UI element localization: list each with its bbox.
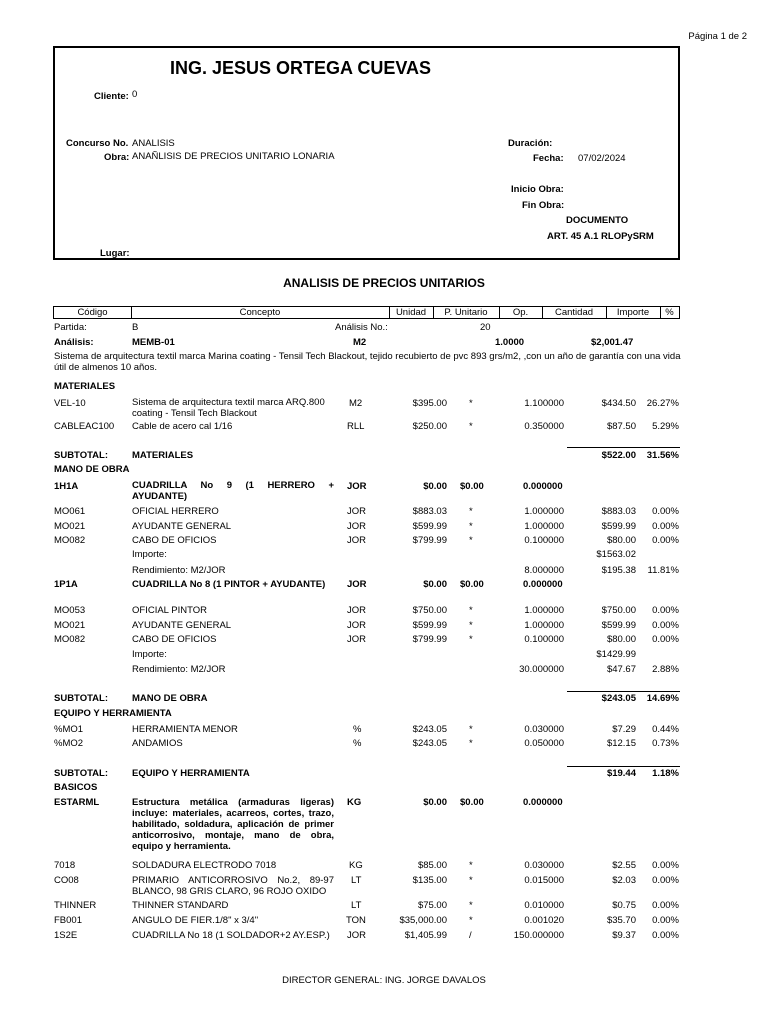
obra-value: ANAÑLISIS DE PRECIOS UNITARIO LONARIA	[132, 151, 335, 162]
col-unidad: Unidad	[389, 307, 434, 318]
row-qty: 1.000000	[524, 521, 564, 532]
analisis-amount: $2,001.47	[591, 337, 634, 348]
row-code: 7018	[54, 860, 76, 871]
row-unit: %	[353, 724, 362, 735]
row-code: CABLEAC100	[54, 421, 115, 432]
row-price: $0.00	[423, 579, 447, 590]
col-cantidad: Cantidad	[542, 307, 607, 318]
row-op: *	[469, 521, 473, 532]
subtotal-rule	[567, 691, 680, 692]
row-concept: AYUDANTE GENERAL	[132, 521, 232, 532]
row-qty: 1.100000	[524, 398, 564, 409]
rendimiento-pct: 2.88%	[652, 664, 679, 675]
subtotal-amount: $19.44	[606, 768, 636, 779]
row-qty: 0.000000	[523, 797, 563, 808]
row-code: THINNER	[54, 900, 97, 911]
row-qty: 0.050000	[524, 738, 564, 749]
row-concept: CUADRILLA No 18 (1 SOLDADOR+2 AY.ESP.)	[132, 930, 330, 941]
row-code: ESTARML	[54, 797, 100, 808]
row-pct: 0.00%	[652, 634, 679, 645]
row-price: $599.99	[412, 620, 447, 631]
row-unit: LT	[351, 875, 362, 886]
rendimiento-label: Rendimiento: M2/JOR	[132, 664, 226, 675]
col-op: Op.	[499, 307, 543, 318]
subtotal-amount: $522.00	[601, 450, 636, 461]
row-op: *	[469, 535, 473, 546]
row-qty: 0.030000	[524, 860, 564, 871]
subtotal-name: EQUIPO Y HERRAMIENTA	[132, 768, 250, 779]
column-header-row	[53, 306, 680, 319]
row-unit: JOR	[347, 620, 366, 631]
row-price: $250.00	[412, 421, 447, 432]
fecha-label: Fecha:	[533, 153, 564, 164]
page-number: Página 1 de 2	[688, 31, 747, 42]
concurso-value: ANALISIS	[132, 138, 175, 149]
subtotal-label: SUBTOTAL:	[54, 693, 109, 704]
row-pct: 0.00%	[652, 900, 679, 911]
importe-value: $1429.99	[596, 649, 636, 660]
row-amount: $599.99	[601, 620, 636, 631]
row-op: *	[469, 421, 473, 432]
row-concept: HERRAMIENTA MENOR	[132, 724, 238, 735]
row-price: $750.00	[412, 605, 447, 616]
row-op: $0.00	[460, 481, 484, 492]
analisis-code: MEMB-01	[132, 337, 175, 348]
row-price: $395.00	[412, 398, 447, 409]
row-pct: 0.00%	[652, 860, 679, 871]
row-pct: 5.29%	[652, 421, 679, 432]
row-code: MO082	[54, 535, 86, 546]
row-code: VEL-10	[54, 398, 86, 409]
row-code: 1S2E	[54, 930, 78, 941]
row-pct: 0.00%	[652, 521, 679, 532]
row-unit: JOR	[347, 634, 366, 645]
fecha-value: 07/02/2024	[578, 153, 626, 164]
section-heading-equipo: EQUIPO Y HERRAMIENTA	[54, 708, 172, 719]
row-concept: CABO DE OFICIOS	[132, 634, 217, 645]
row-price: $799.99	[412, 634, 447, 645]
row-amount: $883.03	[601, 506, 636, 517]
row-amount: $599.99	[601, 521, 636, 532]
cliente-value: 0	[132, 89, 138, 100]
rendimiento-amount: $47.67	[606, 664, 636, 675]
subtotal-name: MANO DE OBRA	[132, 693, 208, 704]
row-pct: 26.27%	[646, 398, 679, 409]
row-price: $85.00	[417, 860, 447, 871]
row-qty: 1.000000	[524, 506, 564, 517]
row-pct: 0.00%	[652, 535, 679, 546]
section-heading-mano-obra: MANO DE OBRA	[54, 464, 130, 475]
row-pct: 0.00%	[652, 875, 679, 886]
row-amount: $750.00	[601, 605, 636, 616]
row-qty: 0.015000	[524, 875, 564, 886]
row-concept: Estructura metálica (armaduras ligeras) incluye: materiales, acarreos, cortes, trazo, habilitado, soldadura, aplicación de primer anticorrosivo, montaje, mano de obra, equipo y herramienta.	[132, 797, 334, 852]
row-pct: 0.00%	[652, 605, 679, 616]
row-op: *	[469, 900, 473, 911]
analisis-no-value: 20	[480, 322, 491, 333]
document-title: ANALISIS DE PRECIOS UNITARIOS	[283, 276, 485, 290]
row-op: *	[469, 398, 473, 409]
subtotal-rule	[567, 766, 680, 767]
row-concept: Sistema de arquitectura textil marca ARQ.800 coating - Tensil Tech Blackout	[132, 397, 325, 419]
row-unit: LT	[351, 900, 362, 911]
analisis-unit: M2	[353, 337, 367, 348]
row-pct: 0.00%	[652, 930, 679, 941]
row-code: MO021	[54, 620, 86, 631]
rendimiento-label: Rendimiento: M2/JOR	[132, 565, 226, 576]
row-code: FB001	[54, 915, 82, 926]
row-op: $0.00	[460, 579, 484, 590]
subtotal-pct: 31.56%	[646, 450, 679, 461]
row-unit: RLL	[347, 421, 365, 432]
fin-obra-label: Fin Obra:	[522, 200, 565, 211]
row-amount: $7.29	[612, 724, 636, 735]
row-op: *	[469, 605, 473, 616]
row-op: *	[469, 875, 473, 886]
row-qty: 0.010000	[524, 900, 564, 911]
importe-label: Importe:	[132, 649, 167, 660]
row-code: 1P1A	[54, 579, 78, 590]
company-name: ING. JESUS ORTEGA CUEVAS	[170, 58, 432, 78]
row-concept: OFICIAL HERRERO	[132, 506, 219, 517]
row-unit: JOR	[347, 579, 367, 590]
row-concept: Cable de acero cal 1/16	[132, 421, 233, 432]
row-op: *	[469, 915, 473, 926]
row-concept: SOLDADURA ELECTRODO 7018	[132, 860, 277, 871]
analisis-description: Sistema de arquitectura textil marca Marina coating - Tensil Tech Blackout, tejido recubierto de pvc 893 grs/m2, ,con un año de garantía con una vida útil de almenos 10 años.	[54, 351, 681, 373]
row-unit: %	[353, 738, 362, 749]
row-qty: 1.000000	[524, 620, 564, 631]
row-qty: 0.100000	[524, 634, 564, 645]
row-price: $35,000.00	[399, 915, 447, 926]
section-heading-basicos: BASICOS	[54, 782, 98, 793]
importe-label: Importe:	[132, 549, 167, 560]
row-qty: 0.100000	[524, 535, 564, 546]
rendimiento-qty: 30.000000	[519, 664, 564, 675]
row-price: $243.05	[412, 738, 447, 749]
row-code: %MO2	[54, 738, 84, 749]
row-amount: $9.37	[612, 930, 636, 941]
row-code: CO08	[54, 875, 79, 886]
subtotal-rule	[567, 447, 680, 448]
row-unit: M2	[349, 398, 363, 409]
row-op: *	[469, 738, 473, 749]
row-unit: JOR	[347, 521, 366, 532]
row-code: %MO1	[54, 724, 84, 735]
row-op: *	[469, 860, 473, 871]
col-pct: %	[665, 307, 674, 318]
row-concept: CABO DE OFICIOS	[132, 535, 217, 546]
row-amount: $2.03	[612, 875, 636, 886]
row-op: /	[469, 930, 472, 941]
row-amount: $2.55	[612, 860, 636, 871]
col-importe: Importe	[606, 307, 661, 318]
rendimiento-pct: 11.81%	[647, 565, 679, 576]
row-amount: $80.00	[606, 535, 636, 546]
footer-signature: DIRECTOR GENERAL: ING. JORGE DAVALOS	[282, 975, 486, 986]
row-qty: 0.000000	[523, 481, 563, 492]
rendimiento-qty: 8.000000	[524, 565, 564, 576]
row-amount: $80.00	[606, 634, 636, 645]
documento-label: DOCUMENTO	[566, 215, 629, 226]
row-code: MO061	[54, 506, 86, 517]
row-price: $599.99	[412, 521, 447, 532]
row-op: *	[469, 506, 473, 517]
row-price: $883.03	[412, 506, 447, 517]
row-code: MO053	[54, 605, 86, 616]
subtotal-name: MATERIALES	[132, 450, 194, 461]
row-price: $0.00	[423, 797, 447, 808]
row-pct: 0.00%	[652, 506, 679, 517]
row-unit: KG	[349, 860, 363, 871]
row-code: MO021	[54, 521, 86, 532]
importe-value: $1563.02	[596, 549, 636, 560]
col-concepto: Concepto	[131, 307, 390, 318]
row-code: MO082	[54, 634, 86, 645]
row-unit: JOR	[347, 605, 366, 616]
analisis-qty: 1.0000	[495, 337, 525, 348]
row-concept: ANGULO DE FIER.1/8" x 3/4"	[132, 915, 259, 926]
row-code: 1H1A	[54, 481, 79, 492]
analisis-no-label: Análisis No.:	[335, 322, 388, 333]
row-op: $0.00	[460, 797, 484, 808]
row-unit: KG	[347, 797, 362, 808]
row-amount: $87.50	[606, 421, 636, 432]
row-pct: 0.73%	[652, 738, 679, 749]
col-codigo: Código	[54, 307, 132, 318]
row-price: $135.00	[412, 875, 447, 886]
concurso-label: Concurso No.	[66, 138, 129, 149]
row-amount: $35.70	[606, 915, 636, 926]
row-amount: $0.75	[612, 900, 636, 911]
row-concept: CUADRILLA No 8 (1 PINTOR + AYUDANTE)	[132, 579, 326, 590]
row-price: $1,405.99	[404, 930, 447, 941]
row-pct: 0.44%	[652, 724, 679, 735]
analisis-label: Análisis:	[54, 337, 94, 348]
row-unit: JOR	[347, 535, 366, 546]
row-concept: PRIMARIO ANTICORROSIVO No.2, 89-97 BLANCO, 98 GRIS CLARO, 96 ROJO OXIDO	[132, 875, 334, 897]
row-concept: ANDAMIOS	[132, 738, 183, 749]
art-label: ART. 45 A.1 RLOPySRM	[547, 231, 654, 242]
rendimiento-amount: $195.38	[601, 565, 636, 576]
row-price: $75.00	[417, 900, 447, 911]
row-op: *	[469, 724, 473, 735]
row-qty: 0.350000	[524, 421, 564, 432]
row-pct: 0.00%	[652, 915, 679, 926]
subtotal-label: SUBTOTAL:	[54, 450, 109, 461]
lugar-label: Lugar:	[100, 248, 130, 259]
row-amount: $12.15	[606, 738, 636, 749]
partida-label: Partida:	[54, 322, 87, 333]
row-unit: TON	[346, 915, 366, 926]
subtotal-pct: 14.69%	[646, 693, 679, 704]
row-op: *	[469, 620, 473, 631]
row-amount: $434.50	[601, 398, 636, 409]
row-price: $799.99	[412, 535, 447, 546]
col-punitario: P. Unitario	[433, 307, 500, 318]
subtotal-label: SUBTOTAL:	[54, 768, 109, 779]
row-qty: 0.030000	[524, 724, 564, 735]
row-op: *	[469, 634, 473, 645]
obra-label: Obra:	[104, 152, 130, 163]
row-price: $243.05	[412, 724, 447, 735]
row-concept: AYUDANTE GENERAL	[132, 620, 232, 631]
subtotal-pct: 1.18%	[652, 768, 679, 779]
row-unit: JOR	[347, 930, 366, 941]
subtotal-amount: $243.05	[601, 693, 636, 704]
row-qty: 0.001020	[524, 915, 564, 926]
row-concept: CUADRILLA No 9 (1 HERRERO + AYUDANTE)	[132, 480, 334, 502]
row-qty: 0.000000	[523, 579, 563, 590]
row-concept: OFICIAL PINTOR	[132, 605, 207, 616]
row-concept: THINNER STANDARD	[132, 900, 229, 911]
cliente-label: Cliente:	[94, 91, 129, 102]
duracion-label: Duración:	[508, 138, 553, 149]
row-unit: JOR	[347, 506, 366, 517]
row-pct: 0.00%	[652, 620, 679, 631]
partida-value: B	[132, 322, 139, 333]
row-qty: 1.000000	[524, 605, 564, 616]
row-unit: JOR	[347, 481, 367, 492]
row-qty: 150.000000	[513, 930, 564, 941]
inicio-obra-label: Inicio Obra:	[511, 184, 564, 195]
section-heading-materiales: MATERIALES	[54, 381, 116, 392]
row-price: $0.00	[423, 481, 447, 492]
